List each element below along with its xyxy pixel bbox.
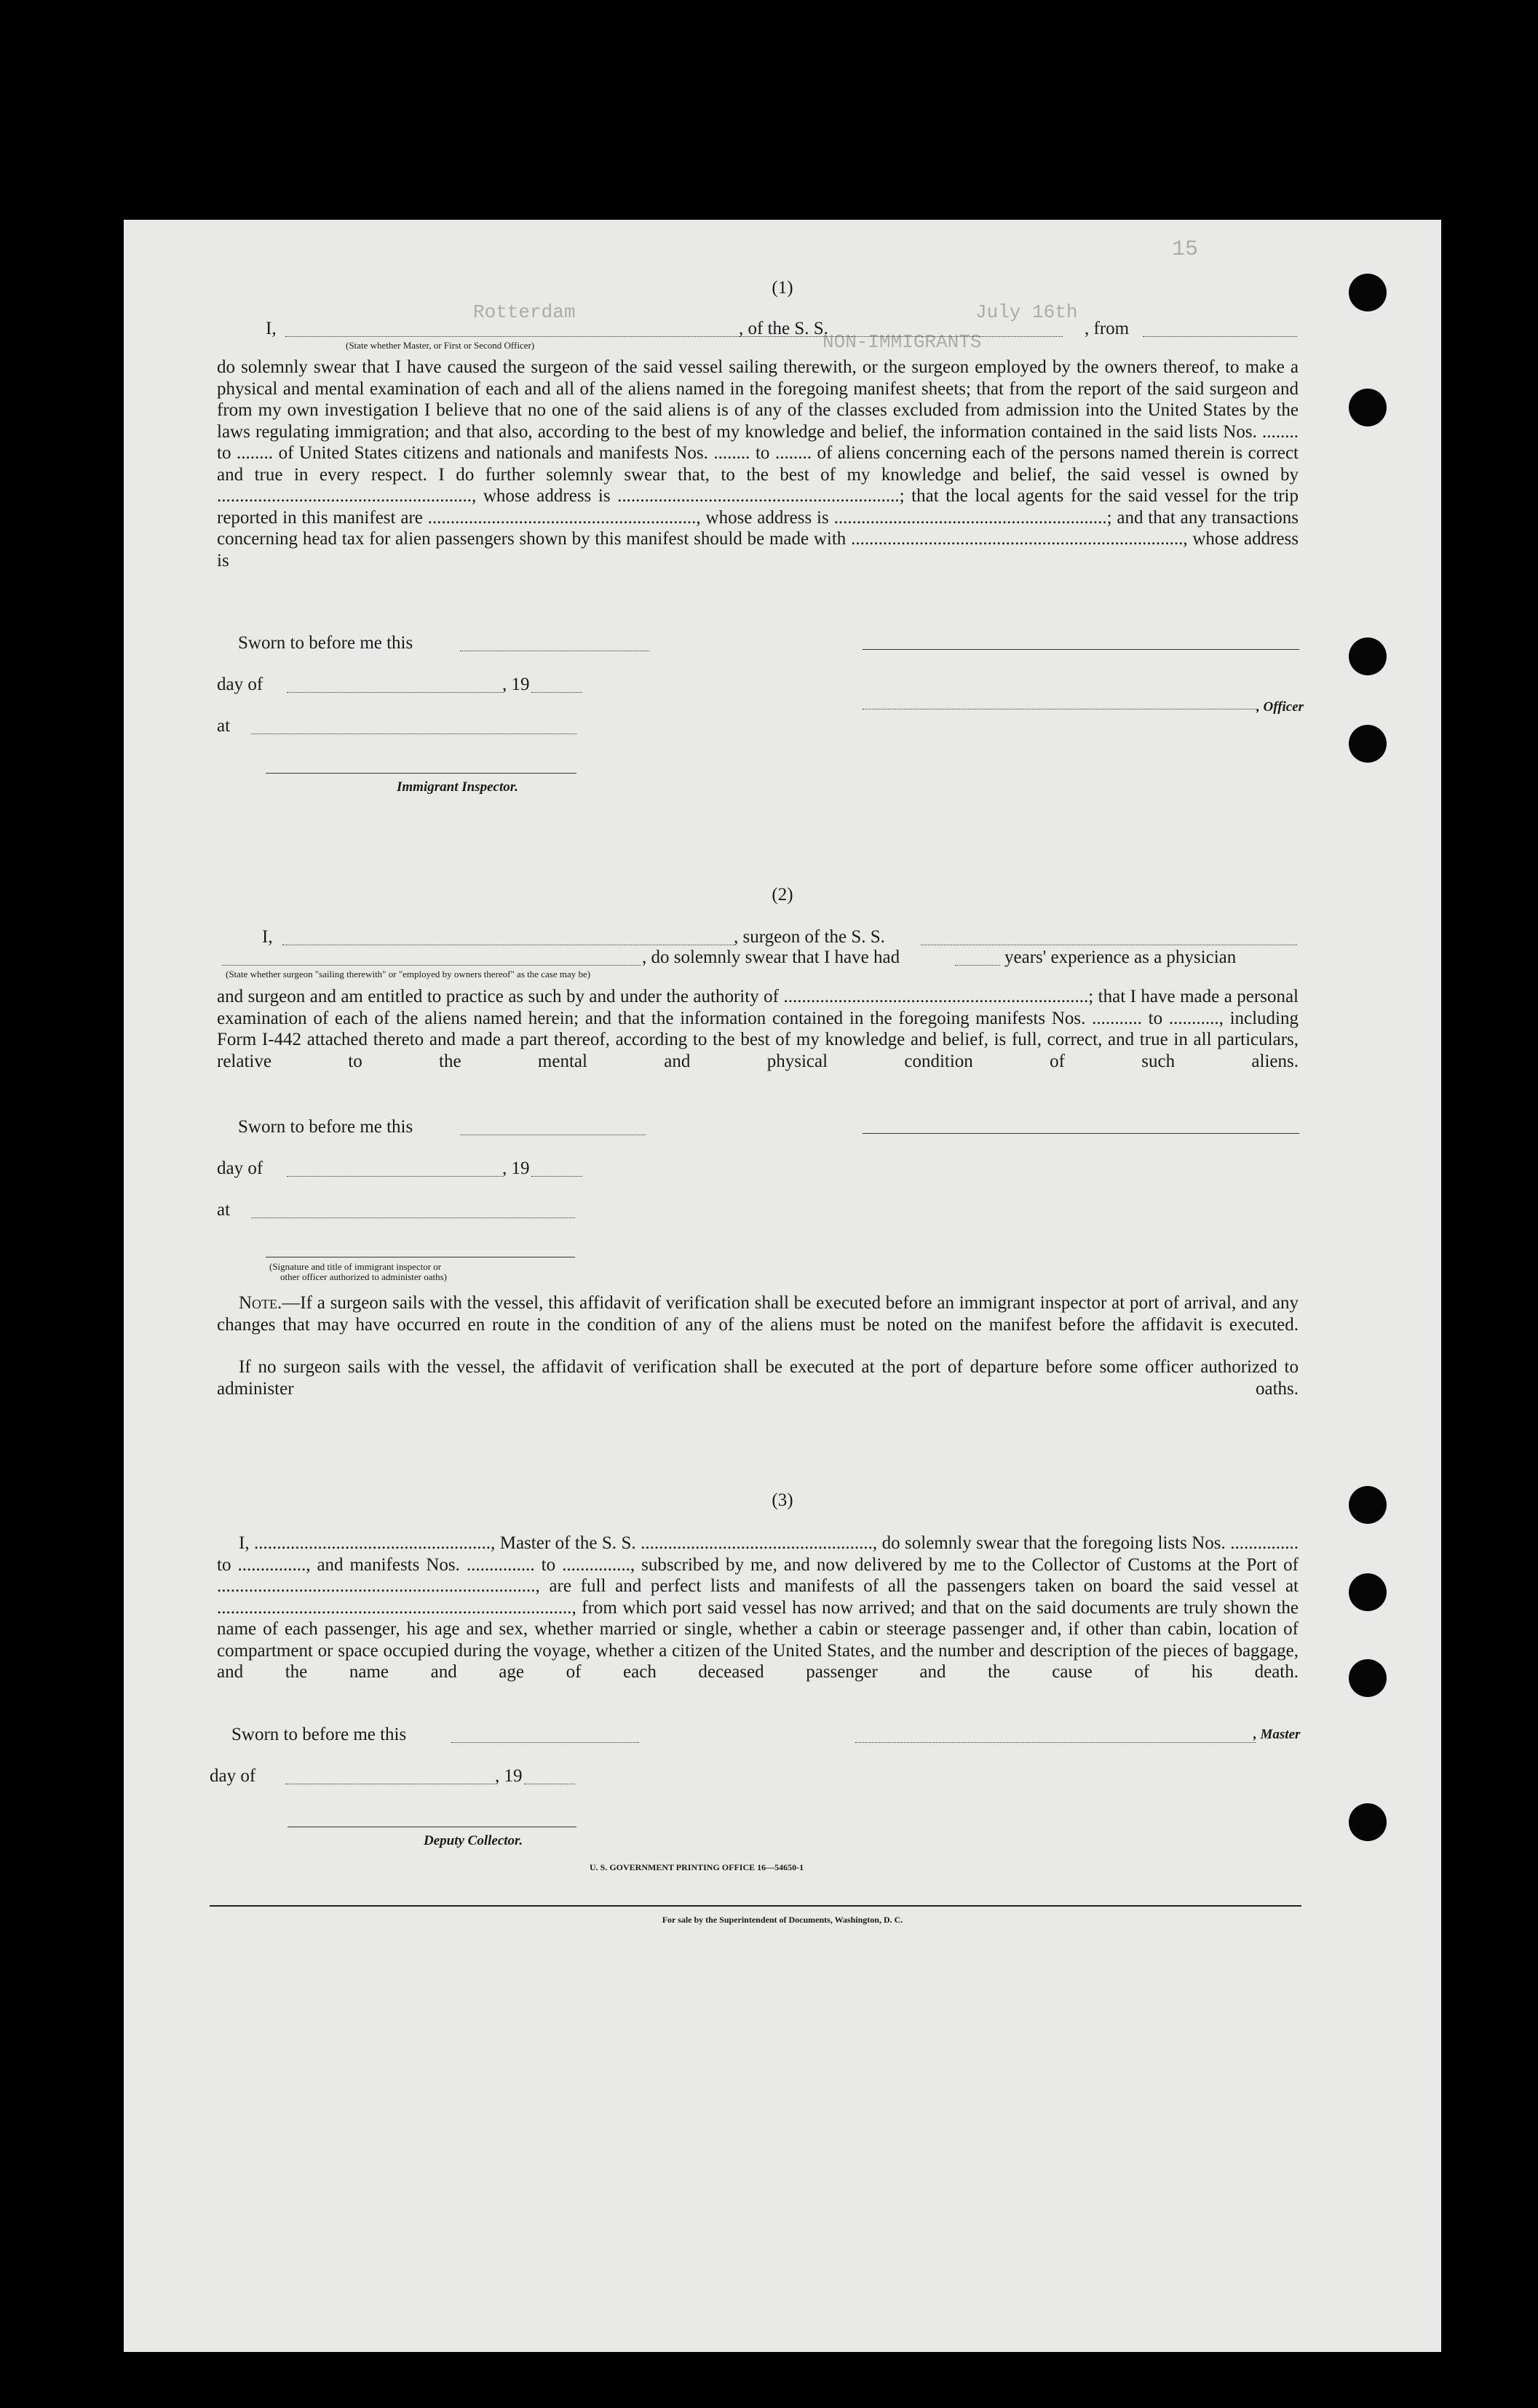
- sworn-day-field-3[interactable]: [451, 1742, 639, 1743]
- binder-hole: [1349, 1803, 1387, 1841]
- note-label: Note.: [239, 1293, 282, 1313]
- sworn-label-3: Sworn to before me this: [231, 1725, 407, 1744]
- footer-rule: [210, 1905, 1301, 1907]
- year-label-3: , 19: [495, 1766, 523, 1786]
- day-of-label-3: day of: [210, 1766, 256, 1786]
- years-experience-label: years' experience as a physician: [1004, 947, 1237, 967]
- at-label-2: at: [217, 1200, 231, 1220]
- section-1-i-label: I,: [266, 319, 277, 338]
- year-field-2[interactable]: [531, 1176, 582, 1177]
- at-label-1: at: [217, 716, 231, 736]
- surgeon-of-label: , surgeon of the S. S.: [734, 927, 885, 947]
- stamp-name-ink: NON-IMMIGRANTS: [822, 331, 982, 353]
- deputy-collector-label: Deputy Collector.: [424, 1833, 523, 1848]
- officer-label: , Officer: [1256, 699, 1304, 715]
- manifest-page: [124, 220, 1441, 2352]
- year-field-1[interactable]: [531, 692, 582, 693]
- of-ss-label: , of the S. S.: [739, 319, 828, 338]
- section-2-number: (2): [772, 885, 793, 905]
- day-of-field-1[interactable]: [287, 692, 502, 693]
- year-label-2: , 19: [502, 1159, 530, 1178]
- section-1-oath-text: do solemnly swear that I have caused the surgeon of the said vessel sailing therewith, or the surgeon employed by the owners thereof, to make a physical and mental examination of each and all of the aliens named in the foregoing manifest sheets; that from the report of the said surgeon and from my own investigation I believe that no one of the said aliens is of any of the classes excluded from admission into the United States by the laws regulating immigration; and that also, according to the best of my knowledge and belief, the information contained in the said lists Nos. ........ to ........ of United States citizens and nationals and manifests Nos. ........ to ........ of aliens concerning each of the persons named therein is correct and true in every respect. I do further solemnly swear that, to the best of my knowledge and belief, the said vessel is owned by ........................................................, whose address is ..............................................................; that the local agents for the said vessel for the trip reported in this manifest are ..........................................................., whose address is ............................................................; and that any transactions concerning head tax for alien passengers shown by this manifest should be made with ........................................................................., whose address is: [217, 357, 1299, 571]
- surgeon-swear-label: , do solemnly swear that I have had: [642, 947, 900, 967]
- from-port-field[interactable]: [1143, 336, 1297, 337]
- surgeon-signature-line[interactable]: [863, 1133, 1299, 1134]
- binder-hole: [1349, 637, 1387, 675]
- footer-sale-notice: For sale by the Superintendent of Documents, Washington, D. C.: [662, 1915, 903, 1925]
- printing-office-imprint: U. S. GOVERNMENT PRINTING OFFICE 16—54650-1: [590, 1862, 804, 1872]
- stamp-date-ink: July 16th: [975, 301, 1078, 323]
- from-label: , from: [1085, 319, 1130, 338]
- section-2-oath-text: and surgeon and am entitled to practice as such by and under the authority of ...................................................................; that I have made a personal examination of each of the aliens named herein; and that the information contained in the foregoing manifests Nos. ........... to ..........., including Form I-442 attached thereto and made a part thereof, according to the best of my knowledge and belief, is full, correct, and true in all particulars, relative to the mental and physical condition of such aliens.: [217, 987, 1299, 1071]
- officer-signature-line-top[interactable]: [863, 649, 1299, 650]
- signature-note-line-1: (Signature and title of immigrant inspector or: [269, 1261, 442, 1272]
- year-label-1: , 19: [502, 675, 530, 694]
- section-3-number: (3): [772, 1490, 793, 1510]
- officer-signature-field[interactable]: [863, 709, 1256, 710]
- at-field-2[interactable]: [251, 1217, 575, 1218]
- affidavit-note-2: If no surgeon sails with the vessel, the affidavit of verification shall be executed at the port of departure before some officer authorized to administer oaths.: [217, 1357, 1299, 1399]
- inspector-label: Immigrant Inspector.: [397, 779, 518, 795]
- day-of-field-2[interactable]: [287, 1176, 502, 1177]
- master-note: (State whether Master, or First or Second Officer): [346, 340, 535, 351]
- master-label: , Master: [1253, 1727, 1301, 1742]
- inspector-signature-line[interactable]: [266, 773, 576, 774]
- day-of-label-2: day of: [217, 1159, 263, 1178]
- binder-hole: [1349, 1573, 1387, 1611]
- surgeon-note: (State whether surgeon "sailing therewith" or "employed by owners thereof" as the case may be): [226, 969, 591, 980]
- page-number-ink: 15: [1172, 237, 1199, 262]
- affidavit-note: Note.—If a surgeon sails with the vessel, this affidavit of verification shall be executed before an immigrant inspector at port of arrival, and any changes that may have occurred en route in the condition of any of the aliens must be noted on the manifest before the affidavit is executed.: [217, 1293, 1299, 1335]
- day-of-label-1: day of: [217, 675, 263, 694]
- vessel-name-field[interactable]: [852, 336, 1063, 337]
- sworn-label-2: Sworn to before me this: [238, 1117, 413, 1137]
- binder-hole: [1349, 1659, 1387, 1697]
- section-2-i-label: I,: [262, 927, 273, 947]
- surgeon-status-field[interactable]: [222, 965, 641, 966]
- binder-hole: [1349, 725, 1387, 763]
- signature-note-line-2: other officer authorized to administer oaths): [280, 1271, 447, 1282]
- master-signature-field[interactable]: [855, 1742, 1256, 1743]
- sworn-label-1: Sworn to before me this: [238, 633, 413, 653]
- section-3-oath-text: I, ...................................................., Master of the S. S. ..................................................., do solemnly swear that the foregoing lists Nos. ............... to ..............., and manifests Nos. ............... to ..............., subscribed by me, and now delivered by me to the Collector of Customs at the Port of ......................................................................, are full and perfect lists and manifests of all the passengers taken on board the said vessel at .............................................................................., from which port said vessel has now arrived; and that on the said documents are truly shown the name of each passenger, his age and sex, whether married or single, whether a cabin or steerage passenger and, if other than cabin, location of compartment or space occupied during the voyage, whether a citizen of the United States, and the number and description of the pieces of baggage, and the name and age of each deceased passenger and the cause of his death.: [217, 1533, 1299, 1682]
- stamp-vessel-ink: Rotterdam: [473, 301, 576, 323]
- binder-hole: [1349, 389, 1387, 426]
- years-experience-field[interactable]: [955, 965, 1000, 966]
- section-1-number: (1): [772, 278, 793, 298]
